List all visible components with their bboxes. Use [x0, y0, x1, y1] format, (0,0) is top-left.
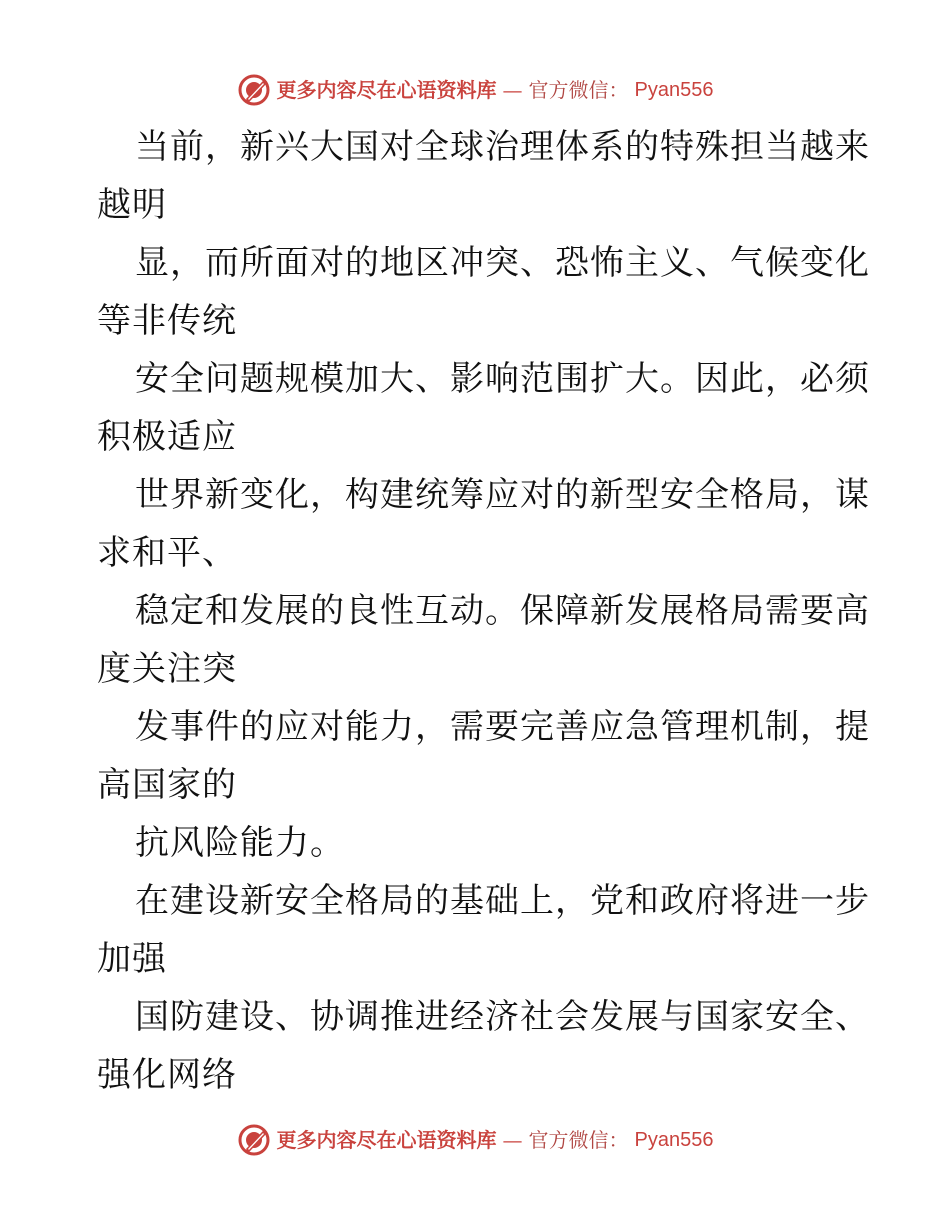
footer-wechat-id: Pyan556	[634, 1129, 714, 1151]
text-line: 等非传统	[97, 301, 237, 341]
text-line: 显，而所面对的地区冲突、恐怖主义、气候变化	[135, 243, 870, 283]
text-line: 世界新变化，构建统筹应对的新型安全格局，谋	[135, 475, 870, 515]
text-line: 加强	[97, 939, 167, 979]
text-line: 高国家的	[97, 765, 237, 805]
footer-separator: —	[502, 1128, 523, 1152]
footer-site-name: 更多内容尽在心语资料库	[276, 1128, 497, 1152]
text-line: 求和平、	[97, 533, 237, 573]
body-text	[97, 118, 870, 1104]
text-line: 抗风险能力。	[135, 823, 345, 863]
header-wechat-id: Pyan556	[634, 79, 714, 101]
header-separator: —	[502, 78, 523, 102]
header-wechat-label: 官方微信：	[528, 78, 629, 102]
text-line: 在建设新安全格局的基础上，党和政府将进一步	[135, 881, 870, 921]
text-line: 安全问题规模加大、影响范围扩大。因此，必须	[135, 359, 870, 399]
text-line: 度关注突	[97, 649, 237, 689]
text-line: 当前，新兴大国对全球治理体系的特殊担当越来	[135, 127, 870, 167]
text-line: 越明	[97, 185, 167, 225]
header-site-name: 更多内容尽在心语资料库	[276, 78, 497, 102]
header-banner	[0, 70, 950, 110]
text-line: 国防建设、协调推进经济社会发展与国家安全、	[135, 997, 870, 1037]
pen-logo-icon	[237, 1123, 271, 1157]
text-line: 强化网络	[97, 1055, 237, 1095]
text-line: 积极适应	[97, 417, 237, 457]
text-line: 稳定和发展的良性互动。保障新发展格局需要高	[135, 591, 870, 631]
text-line: 发事件的应对能力，需要完善应急管理机制，提	[135, 707, 870, 747]
pen-logo-icon	[237, 73, 271, 107]
footer-wechat-label: 官方微信：	[528, 1128, 629, 1152]
footer-banner	[0, 1120, 950, 1160]
